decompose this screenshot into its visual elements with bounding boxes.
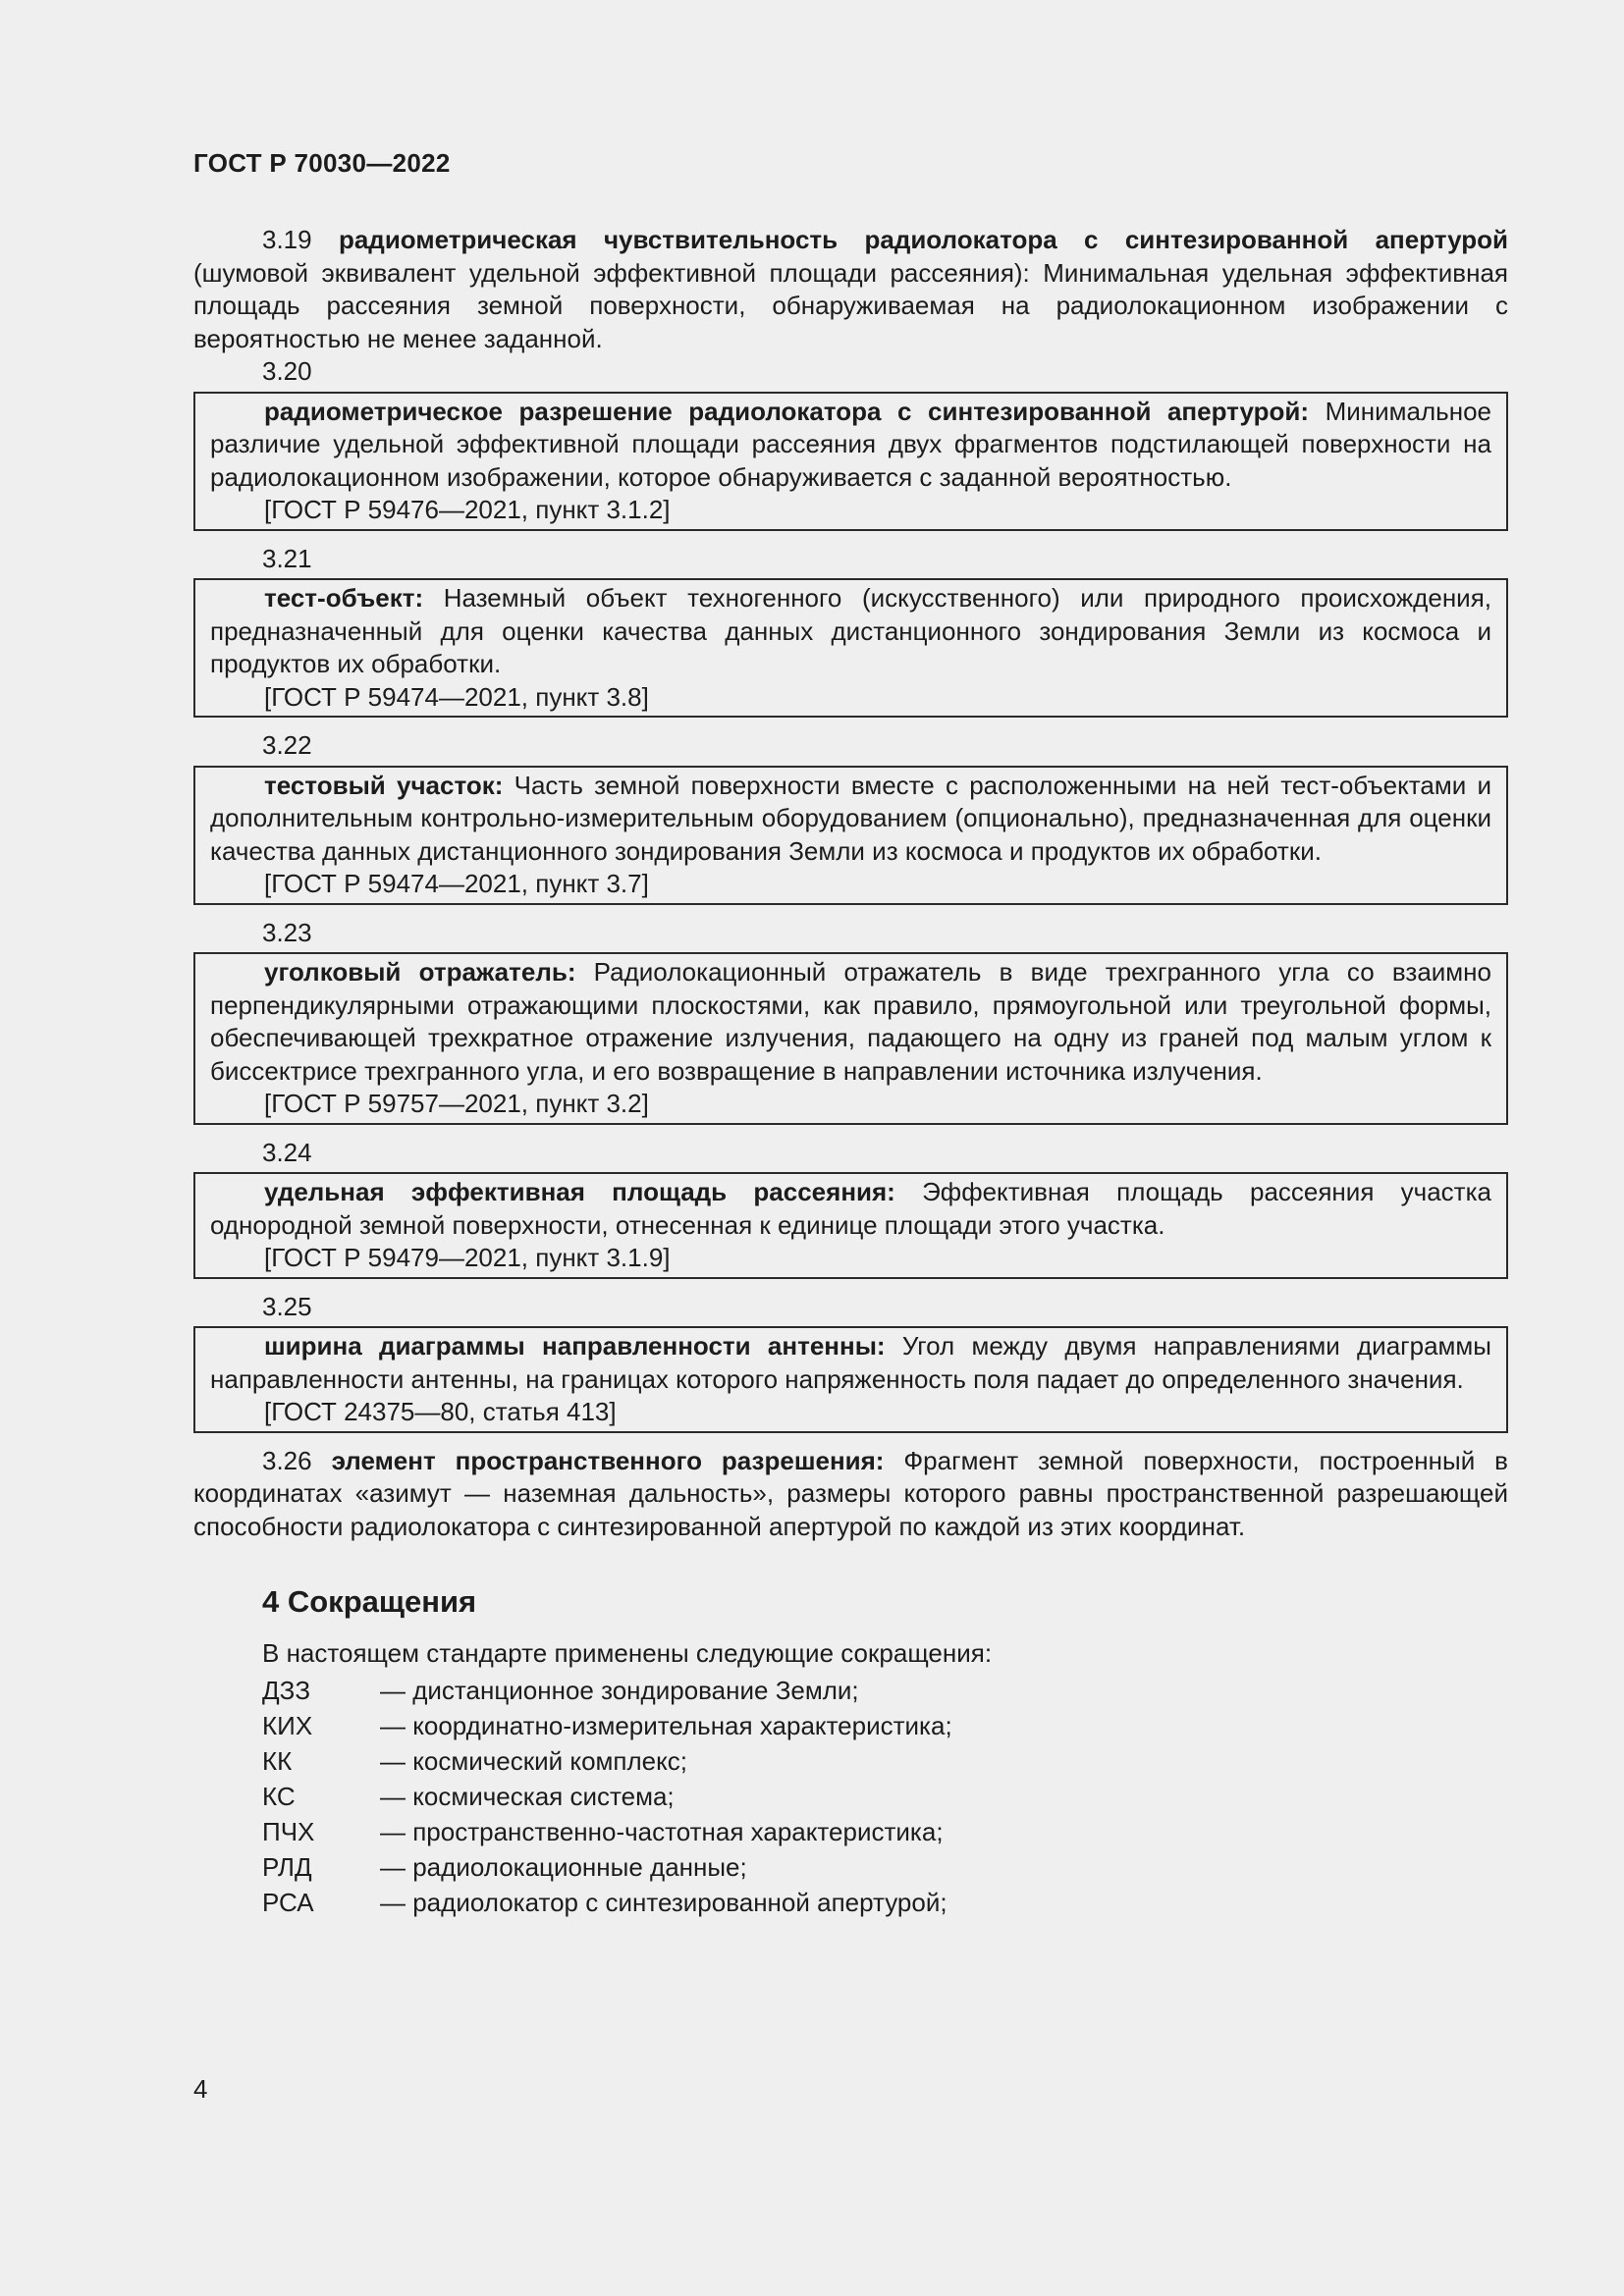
term-paragraph (210, 1176, 1491, 1242)
term-paragraph (210, 1330, 1491, 1396)
abbreviations-intro: В настоящем стандарте применены следующие сокращения: (262, 1638, 993, 1668)
term-source: [ГОСТ Р 59479—2021, пункт 3.1.9] (264, 1243, 671, 1272)
term-definition: (шумовой эквивалент удельной эффективной площади рассеяния): Минимальная удельная эффективная площадь рассеяния земной поверхности, обнаруживаемая на радиолокационном изображении с вероятностью не менее заданной. (193, 257, 1508, 353)
page-header: ГОСТ Р 70030—2022 (193, 148, 451, 178)
clause-number: 3.20 (262, 356, 312, 386)
term-box (193, 578, 1508, 718)
definition-3-19 (193, 224, 1508, 355)
clause-number: 3.22 (262, 730, 312, 760)
term-paragraph (210, 770, 1491, 869)
term-title: удельная эффективная площадь рассеяния: (264, 1177, 895, 1206)
term-list (193, 355, 1508, 1433)
term-paragraph (210, 956, 1491, 1088)
term-definition: Радиолокационный отражатель в виде трехгранного угла со взаимно перпендикулярными отражающими плоскостями, как правило, прямоугольной или треугольной формы, обеспечивающей трехкратное отражение излучения, падающего на одну из граней под малым углом к биссектрисе трехгранного угла, и его возвращение в направлении источника излучения. (210, 957, 1491, 1086)
clause-number: 3.23 (262, 917, 312, 947)
abbreviation-row (193, 1814, 1508, 1849)
abbreviation-row (193, 1673, 1508, 1708)
term-box (193, 766, 1508, 905)
abbreviation-description: — радиолокатор с синтезированной апертурой; (380, 1887, 947, 1917)
term-title: тест-объект: (264, 583, 424, 613)
term-source: [ГОСТ Р 59474—2021, пункт 3.7] (264, 869, 649, 898)
clause-number: 3.25 (262, 1291, 312, 1321)
term-definition: Угол между двумя направлениями диаграммы направленности антенны, на границах которого напряженность поля падает до определенного значения. (210, 1331, 1491, 1394)
term-definition: Часть земной поверхности вместе с расположенными на ней тест-объектами и дополнительным контрольно-измерительным оборудованием (опционально), предназначенная для оценки качества данных дистанционного зондирования Земли из космоса и продуктов их обработки. (210, 770, 1491, 866)
abbreviation-description: — дистанционное зондирование Земли; (380, 1675, 859, 1705)
page-content (193, 224, 1508, 1920)
abbreviation-description: — координатно-измерительная характеристика; (380, 1710, 952, 1740)
term-title: радиометрическое разрешение радиолокатора с синтезированной апертурой: (264, 396, 1310, 426)
abbreviation-row (193, 1885, 1508, 1920)
term-definition: Эффективная площадь рассеяния участка однородной земной поверхности, отнесенная к единице площади этого участка. (210, 1177, 1491, 1240)
abbreviation-description: — радиолокационные данные; (380, 1851, 747, 1882)
clause-number: 3.19 (262, 225, 312, 254)
abbreviation-row (193, 1708, 1508, 1743)
page-number: 4 (193, 2074, 208, 2104)
term-source: [ГОСТ Р 59476—2021, пункт 3.1.2] (264, 495, 671, 524)
abbreviation-code: РЛД (262, 1851, 312, 1882)
abbreviation-row (193, 1743, 1508, 1779)
term-definition: Минимальное различие удельной эффективной площади рассеяния двух фрагментов подстилающей поверхности на радиолокационном изображении, которое обнаруживается с заданной вероятностью. (210, 396, 1491, 492)
term-source: [ГОСТ Р 59757—2021, пункт 3.2] (264, 1089, 649, 1118)
term-definition: Наземный объект техногенного (искусственного) или природного происхождения, предназначенный для оценки качества данных дистанционного зондирования Земли из космоса и продуктов их обработки. (210, 583, 1491, 678)
term-title: радиометрическая чувствительность радиолокатора с синтезированной апертурой (338, 225, 1508, 254)
abbreviation-code: РСА (262, 1887, 314, 1917)
clause-number: 3.26 (262, 1445, 312, 1475)
abbreviation-description: — космическая система; (380, 1781, 675, 1811)
term-box (193, 392, 1508, 531)
abbreviations-list (193, 1673, 1508, 1920)
abbreviation-description: — космический комплекс; (380, 1745, 688, 1776)
term-source: [ГОСТ 24375—80, статья 413] (264, 1397, 617, 1426)
abbreviation-row (193, 1849, 1508, 1885)
clause-number: 3.24 (262, 1137, 312, 1167)
abbreviation-code: ДЗЗ (262, 1675, 311, 1705)
term-box (193, 1172, 1508, 1279)
term-box (193, 952, 1508, 1125)
term-box (193, 1326, 1508, 1433)
abbreviation-code: ПЧХ (262, 1816, 315, 1846)
abbreviation-code: КИХ (262, 1710, 313, 1740)
term-title: уголковый отражатель: (264, 957, 576, 987)
abbreviation-row (193, 1779, 1508, 1814)
term-definition: Фрагмент земной поверхности, построенный в координатах «азимут — наземная дальность», размеры которого равны пространственной разрешающей способности радиолокатора с синтезированной апертурой по каждой из этих координат. (193, 1445, 1508, 1541)
clause-number: 3.21 (262, 543, 312, 573)
abbreviation-code: КС (262, 1781, 296, 1811)
term-title: ширина диаграммы направленности антенны: (264, 1331, 886, 1361)
abbreviation-description: — пространственно-частотная характеристика; (380, 1816, 944, 1846)
term-title: элемент пространственного разрешения: (331, 1445, 885, 1475)
term-paragraph (210, 396, 1491, 495)
section-title: 4 Сокращения (262, 1584, 477, 1619)
term-source: [ГОСТ Р 59474—2021, пункт 3.8] (264, 681, 649, 712)
term-title: тестовый участок: (264, 770, 504, 800)
abbreviation-code: КК (262, 1745, 293, 1776)
definition-3-26 (193, 1445, 1508, 1544)
term-paragraph (210, 582, 1491, 681)
